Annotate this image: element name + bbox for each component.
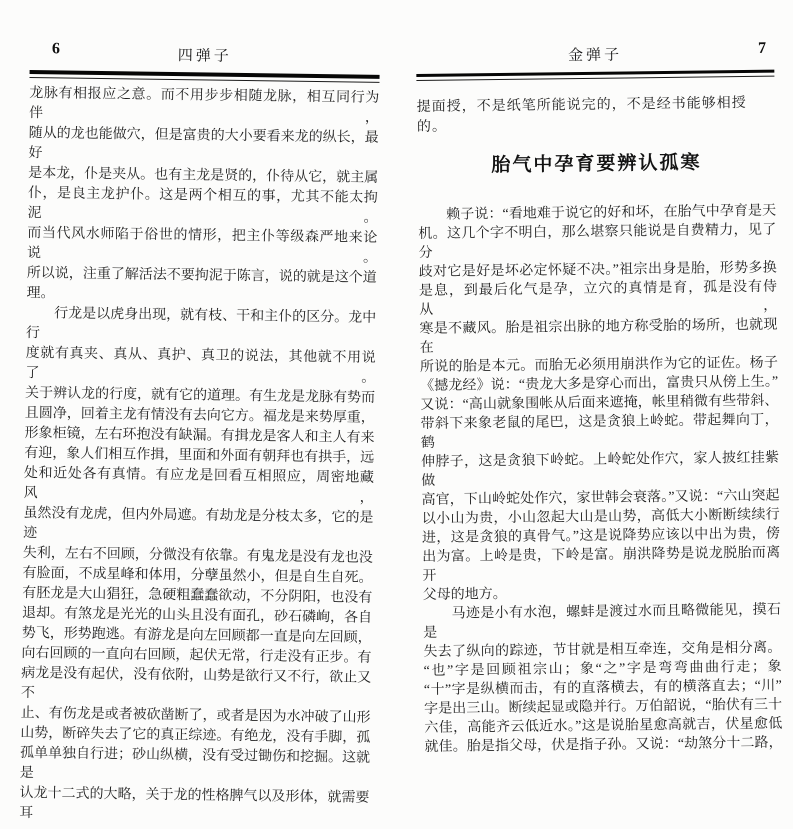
text-line: 所以说，注重了解活法不要拘泥于陈言，说的就是这个道 [26,265,377,286]
text-line: 寒是不藏风。胎是祖宗出脉的地方称受胎的场所，也就现在 [419,317,778,356]
text-line: 赖子说：“看地难于说它的好和坏，在胎气中孕育是天 [417,203,777,223]
section-heading: 胎气中孕育要辨认孤寒 [491,152,702,177]
text-line: 随从的龙也能做穴，但是富贵的大小要看来龙的纵长，最好 [28,125,379,162]
text-line: 机。这几个字不明白，那么堪察只能说是自费精力，见了分 [418,222,777,261]
right-page-body [418,202,783,757]
left-page-body [19,84,379,829]
right-page-header [416,39,774,74]
text-line: 出为富。上岭是贵，下岭是富。崩洪降势是说龙脱胎而离开 [422,545,781,584]
text-line: 而当代风水师陷于俗世的情形，把主仆等级森严地来论说。 [26,225,378,266]
text-line: “也”字是回顾祖宗山；象“之”字是弯弯曲曲行走；象 [423,659,782,679]
text-line: 且圆净，回着主龙有情没有去向它方。福龙是来势厚重， [24,405,375,426]
text-line: 以小山为贵，小山忽起大山是山势，高低大小断断续续行 [421,507,780,527]
text-line: 带斜下来象老鼠的尾巴，这是贪狼上岭蛇。带起舞向丁，鹤 [420,412,779,451]
text-line: 又说：“高山就象围帐从后面来遮掩，帐里稍微有些带斜、 [420,393,779,413]
text-line: 退却。有煞龙是光光的山头且没有面孔，砂石磷峋，各自 [21,605,373,626]
text-line: 六佳，高能齐云低近水。”这是说胎星愈高就吉，伏星愈低 [424,716,783,736]
right-page-header-title: 金弹子 [568,47,623,65]
text-line: 向右回顾的一直向右回顾，起伏无常，行走没有正步。有 [21,645,372,666]
text-line: 伸脖子，这是贪狼下岭蛇。上岭蛇处作穴，家人披红挂紫做 [420,450,780,489]
text-line: 山势，断碎失去了它的真正综迹。有绝龙，没有手脚，孤 [20,725,371,746]
text-line: 父母的地方。 [422,586,507,603]
text-line: 处和近处各有真情。有应龙是回看互相照应，周密地藏风， [23,465,375,506]
text-line: 孤单单独自行进；砂山纵横，没有受过锄伤和挖掘。这就是 [19,745,371,782]
text-line: 仆，是良主龙护仆。这是两个相互的事，尤其不能太拘泥。 [27,185,378,226]
text-line: 有胚龙是大山猖狂，急硬粗蠢蠢欲动，不分阴阳，也没有 [22,585,373,606]
text-line: 形象柜镜，左右环抱没有缺漏。有揖龙是客人和主人有来 [24,425,375,446]
text-line: 进，这是贪狼的真骨气。”这是说降势应该以中出为贵，傍 [421,526,781,546]
text-line: 就佳。胎是指父母，伏是指子孙。又说：“劫煞分十二路， [424,735,783,755]
text-line: 高官，下山岭蛇处作穴，家世韩会衰落。”又说：“六山突起 [421,488,780,508]
text-line: 失利，左右不回顾，分微没有依靠。有鬼龙是没有龙也没 [22,545,373,566]
page-right [416,39,783,757]
text-line: 是息，到最后化气是孕，立穴的真情是育，孤是没有侍从， [418,279,778,318]
right-page-number: 7 [757,39,767,57]
left-page-header-title: 四弹子 [177,48,232,65]
text-line: 有脸面，不成星峰和体用，分孽虽然小，但是自生自死。 [22,565,373,586]
text-line: 止、有伤龙是或者被砍凿断了，或者是因为水冲破了山形 [20,705,371,726]
left-page-number: 6 [51,40,61,58]
text-line: 失去了纵向的踪迹，节甘就是相互牵连，交角是相分离。 [423,640,782,660]
text-line: 字是出三山。断续起显或隐并行。万伯韶说，“胎伏有三十 [424,697,783,717]
text-line: 度就有真夹、真从、真护、真卫的说法，其他就不用说了。 [25,345,376,386]
text-line: 龙脉有相报应之意。而不用步步相随龙脉，相互同行为伴， [28,85,380,126]
text-line: 行龙是以虎身出现，就有枝、干和主仆的区分。龙中行 [25,305,377,342]
text-line: 歧对它是好是坏必定怀疑不决。”祖宗出身是胎，形势多换 [418,260,777,280]
text-line: 是本龙，仆是夹从。也有主龙是贤的，仆待从它，就主属 [28,165,379,186]
text-line: 虽然没有龙虎，但内外局遮。有劫龙是分枝太多，它的是迹 [23,505,374,542]
text-line: 理。 [26,285,55,302]
left-page-header [30,42,380,75]
text-line: 有迎，象人们相互作揖，里面和外面有朝拜也有拱手，远 [24,445,375,466]
text-line: 《撼龙经》说：“贵龙大多是穿心而出，富贵只从傍上生。” [420,374,779,394]
text-line: 马迹是小有水泡，螺蚌是渡过水而且略微能见，摸石是 [422,602,782,641]
text-line: 关于辨认龙的行度，就有它的道理。有生龙是龙脉有势而 [24,385,376,406]
text-line: 势飞，形势跑逃。有游龙是向左回顾都一直是向左回顾， [21,625,372,646]
text-line: 所说的胎是本元。而胎无必须用崩洪作为它的证佐。杨子 [419,355,778,375]
text-line: “十”字是纵横而击，有的直落横去，有的横落直去；“川” [423,678,782,698]
page-left [19,42,380,829]
carryover-line: 提面授，不是纸笔所能说完的，不是经书能够相授的。 [416,95,747,135]
text-line: 病龙是没有起伏，没有依附，山势是欲行又不行，欲止又不 [20,665,372,702]
text-line: 认龙十二式的大略，关于龙的性格脾气以及形体，就需要耳 [19,785,370,822]
